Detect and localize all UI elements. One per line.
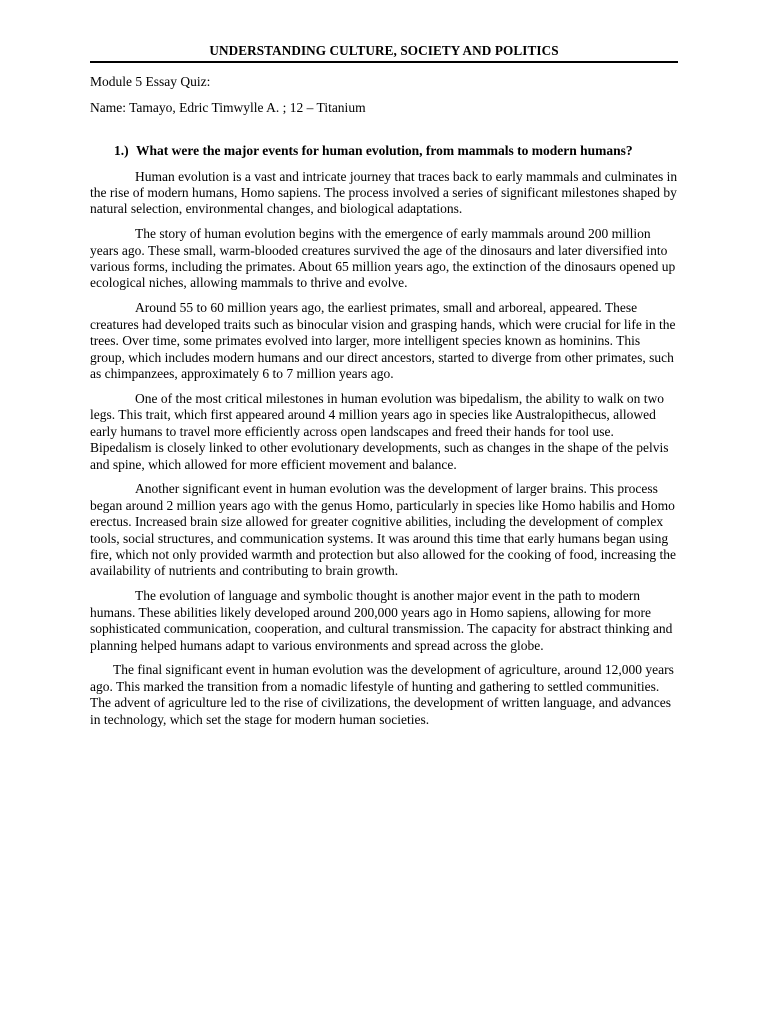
student-name-line: Name: Tamayo, Edric Timwylle A. ; 12 – Titanium	[90, 100, 366, 115]
document-page	[90, 42, 678, 728]
essay-paragraph-bipedalism: One of the most critical milestones in human evolution was bipedalism, the ability to walk on two legs. This trait, which first appeared around 4 million years ago in species like Australopithecus, allowed early humans to travel more efficiently across open landscapes and freed their hands for tool use. Bipedalism is closely linked to other evolutionary developments, such as changes in the shape of the pelvis and spine, which allowed for more efficient movement and balance.	[90, 390, 669, 472]
module-line: Module 5 Essay Quiz:	[90, 74, 211, 89]
question-text: What were the major events for human evolution, from mammals to modern humans?	[136, 143, 633, 158]
essay-paragraph-language: The evolution of language and symbolic thought is another major event in the path to modern humans. These abilities likely developed around 200,000 years ago in Homo sapiens, allowing for more sophisticated communication, cooperation, and cultural transmission. The capacity for abstract thinking and planning helped humans adapt to various environments and spread across the globe.	[90, 588, 673, 653]
essay-paragraph-agriculture: The final significant event in human evolution was the development of agriculture, around 12,000 years ago. This marked the transition from a nomadic lifestyle of hunting and gathering to settled communities. The advent of agriculture led to the rise of civilizations, the development of written language, and advances in technology, which set the stage for modern human societies.	[90, 662, 674, 727]
question-heading	[114, 143, 678, 160]
essay-paragraph-larger-brains: Another significant event in human evolution was the development of larger brains. This process began around 2 million years ago with the genus Homo, particularly in species like Homo habilis and Homo erectus. Increased brain size allowed for greater cognitive abilities, including the development of complex tools, social structures, and communication systems. It was around this time that early humans began using fire, which not only provided warmth and protection but also allowed for the cooking of food, increasing the availability of nutrients and contributing to brain growth.	[90, 481, 676, 579]
essay-paragraph-primates: Around 55 to 60 million years ago, the earliest primates, small and arboreal, appeared. These creatures had developed traits such as binocular vision and grasping hands, which were crucial for life in the trees. Over time, some primates evolved into larger, more intelligent species known as hominins. This group, which includes modern humans and our direct ancestors, started to diverge from other primates, such as chimpanzees, approximately 6 to 7 million years ago.	[90, 300, 676, 381]
essay-paragraph-early-mammals: The story of human evolution begins with the emergence of early mammals around 200 million years ago. These small, warm-blooded creatures survived the age of the dinosaurs and later diversified into various forms, including the primates. About 65 million years ago, the extinction of the dinosaurs opened up ecological niches, allowing mammals to thrive and evolve.	[90, 226, 676, 291]
essay-paragraph-intro: Human evolution is a vast and intricate journey that traces back to early mammals and culminates in the rise of modern humans, Homo sapiens. The process involved a series of significant milestones shaped by natural selection, environmental changes, and biological adaptations.	[90, 168, 678, 217]
document-header-title: UNDERSTANDING CULTURE, SOCIETY AND POLITICS	[90, 42, 678, 63]
question-number: 1.)	[114, 143, 129, 158]
